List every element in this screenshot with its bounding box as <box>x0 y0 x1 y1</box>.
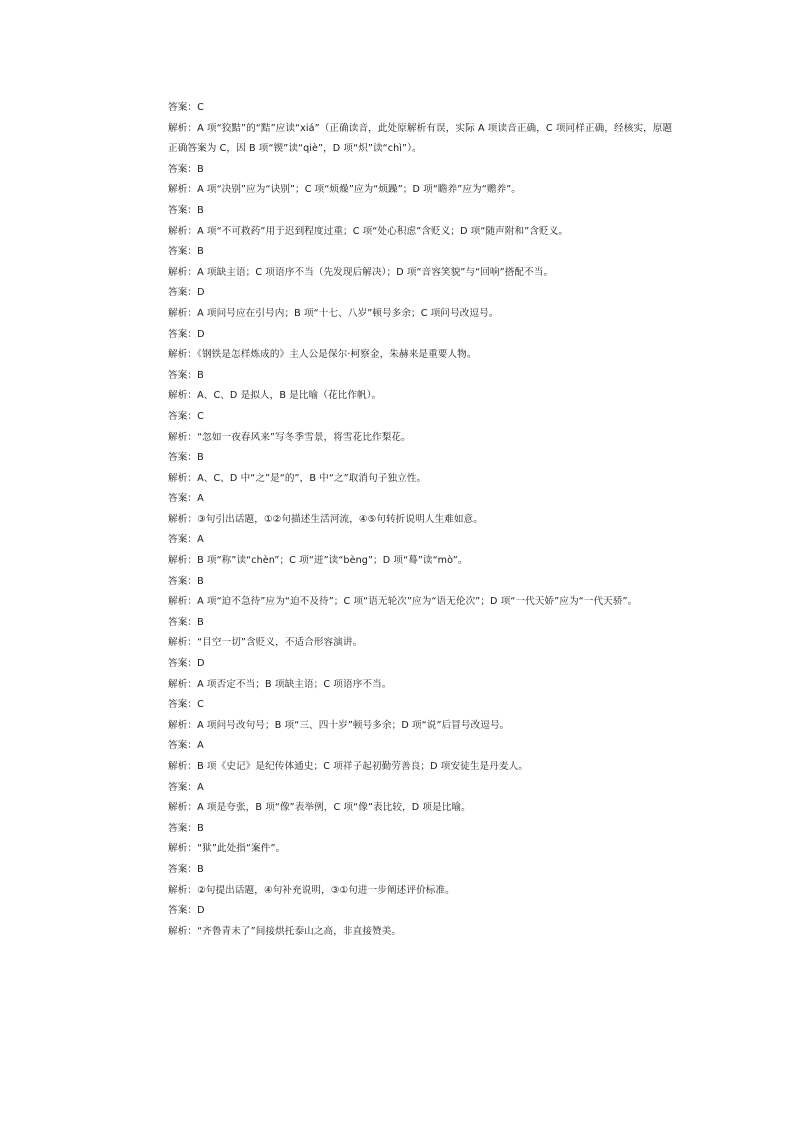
answer-line: 答案：B <box>168 575 204 587</box>
answer-line: 答案：C <box>168 699 204 711</box>
answer-line: 答案：B <box>168 204 204 216</box>
entry-6 <box>168 325 680 366</box>
answer-line: 答案：B <box>168 616 204 628</box>
entry-4 <box>168 242 680 283</box>
answer-line: 答案：B <box>168 369 204 381</box>
answer-line: 答案：C <box>168 102 204 113</box>
entry-16 <box>168 736 680 777</box>
entry-11 <box>168 530 680 571</box>
entry-3 <box>168 201 680 242</box>
analysis-line: 解析：“忽如一夜春风来”写冬季雪景，将雪花比作梨花。 <box>168 431 411 443</box>
analysis-line: 解析：A 项“迫不急待”应为“迫不及待”；C 项“语无轮次”应为“语无伦次”；D 项“一代天娇”应为“一代天骄”。 <box>168 596 638 608</box>
entry-14 <box>168 654 680 695</box>
analysis-line: 解析：“齐鲁青未了”间接烘托泰山之高，非直接赞美。 <box>168 925 402 937</box>
answer-line: 答案：A <box>168 740 204 752</box>
analysis-line: 解析：A 项“不可救药”用于迟到程度过重；C 项“处心积虑”含贬义；D 项“随声附和”含贬义。 <box>168 225 569 237</box>
entry-20 <box>168 901 680 942</box>
answer-line: 答案：B <box>168 452 204 464</box>
answer-line: 答案：D <box>168 905 205 917</box>
analysis-line: 解析：A 项“狡黠”的“黠”应读“xiá”（正确读音，此处原解析有误，实际 A 项读音正确，C 项同样正确，经核实，原题正确答案为 C，因 B 项“锲”读“qiè”，D 项“炽”读“chì”）。 <box>168 122 673 155</box>
analysis-line: 解析：B 项“称”读“chèn”；C 项“迸”读“bèng”；D 项“蓦”读“mò”。 <box>168 555 468 567</box>
analysis-line: 解析：《钢铁是怎样炼成的》主人公是保尔·柯察金，朱赫来是重要人物。 <box>168 349 477 361</box>
answer-line: 答案：B <box>168 822 204 834</box>
analysis-line: 解析：“目空一切”含贬义，不适合形容演讲。 <box>168 637 363 649</box>
answer-line: 答案：B <box>168 163 204 175</box>
answer-line: 答案：D <box>168 287 205 299</box>
analysis-line: 解析：A 项否定不当；B 项缺主语；C 项语序不当。 <box>168 678 392 690</box>
entry-10 <box>168 489 680 530</box>
entry-19 <box>168 860 680 901</box>
entry-18 <box>168 819 680 860</box>
answer-line: 答案：B <box>168 246 204 258</box>
entry-1 <box>168 98 680 160</box>
answer-line: 答案：D <box>168 328 205 340</box>
analysis-line: 解析：②句提出话题，④句补充说明，③①句进一步阐述评价标准。 <box>168 884 455 896</box>
analysis-line: 解析：③句引出话题，①②句描述生活河流，④⑤句转折说明人生难如意。 <box>168 513 483 525</box>
answer-line: 答案：A <box>168 534 204 546</box>
entry-15 <box>168 695 680 736</box>
analysis-line: 解析：B 项《史记》是纪传体通史；C 项祥子起初勤劳善良；D 项安徒生是丹麦人。 <box>168 761 529 772</box>
entry-17 <box>168 778 680 819</box>
entry-7 <box>168 366 680 407</box>
analysis-line: 解析：A、C、D 中“之”是“的”，B 中“之”取消句子独立性。 <box>168 472 427 484</box>
analysis-line: 解析：A 项问号改句号；B 项“三、四十岁”顿号多余；D 项“说”后冒号改逗号。 <box>168 719 510 731</box>
entry-13 <box>168 613 680 654</box>
answer-line: 答案：B <box>168 863 204 875</box>
analysis-line: 解析：“狱”此处指“案件”。 <box>168 843 286 855</box>
entry-2 <box>168 160 680 201</box>
entry-8 <box>168 407 680 448</box>
entry-9 <box>168 448 680 489</box>
entry-12 <box>168 572 680 613</box>
analysis-line: 解析：A 项是夸张，B 项“像”表举例，C 项“像”表比较，D 项是比喻。 <box>168 802 471 814</box>
answer-line: 答案：A <box>168 781 204 793</box>
answer-line: 答案：A <box>168 493 204 505</box>
analysis-line: 解析：A 项“决别”应为“诀别”；C 项“烦燥”应为“烦躁”；D 项“瞻养”应为“赡养”。 <box>168 184 521 196</box>
entry-5 <box>168 283 680 324</box>
answer-line: 答案：C <box>168 410 204 422</box>
answer-line: 答案：D <box>168 658 205 670</box>
analysis-line: 解析：A 项问号应在引号内；B 项“十七、八岁”顿号多余；C 项问号改逗号。 <box>168 307 499 319</box>
analysis-line: 解析：A、C、D 是拟人，B 是比喻（花比作帆）。 <box>168 390 382 402</box>
analysis-line: 解析：A 项缺主语；C 项语序不当（先发现后解决）；D 项“音容笑貌”与“回响”搭配不当。 <box>168 266 554 278</box>
document-body <box>168 98 680 942</box>
